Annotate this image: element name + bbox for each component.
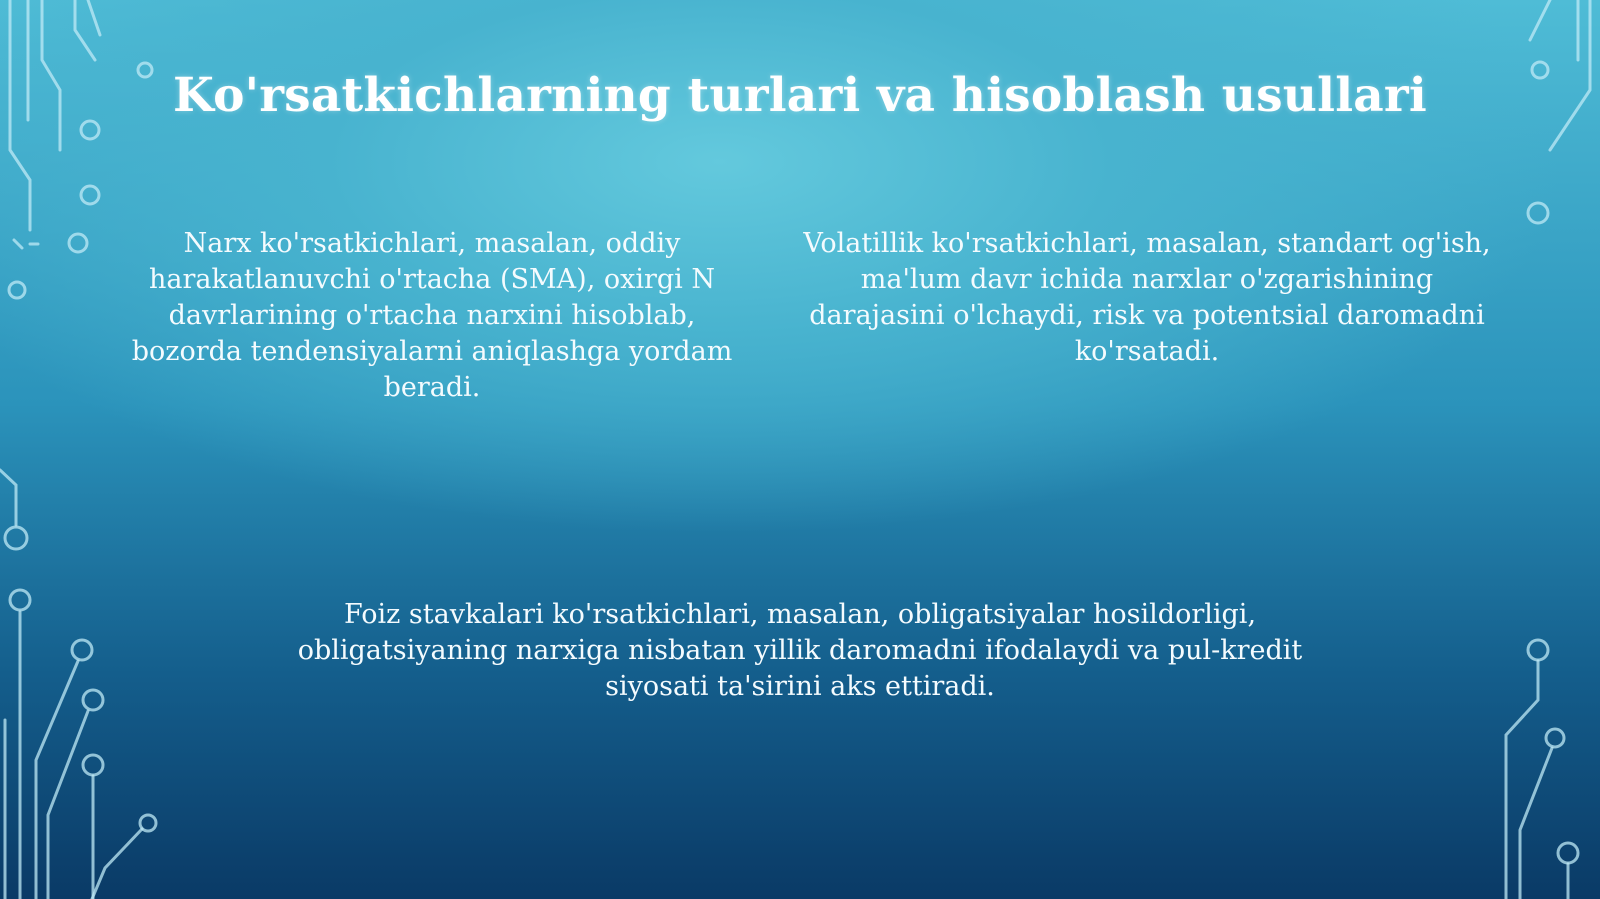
circuit-decoration-right-icon <box>1490 0 1600 899</box>
text-block-volatility-indicators: Volatillik ko'rsatkichlari, masalan, standart og'ish, ma'lum davr ichida narxlar o'zgarishining darajasini o'lchaydi, risk va potentsial daromadni ko'rsatadi. <box>803 228 1491 367</box>
text-block-price-indicators: Narx ko'rsatkichlari, masalan, oddiy harakatlanuvchi o'rtacha (SMA), oxirgi N davrlarining o'rtacha narxini hisoblab, bozorda tendensiyalarni aniqlashga yordam beradi. <box>131 228 733 403</box>
text-block-interest-rate-indicators: Foiz stavkalari ko'rsatkichlari, masalan, obligatsiyalar hosildorligi, obligatsiyaning narxiga nisbatan yillik daromadni ifodalaydi va pul-kredit siyosati ta'sirini aks ettiradi. <box>297 599 1303 702</box>
circuit-decoration-left-icon <box>0 0 170 899</box>
slide-title: Ko'rsatkichlarning turlari va hisoblash usullari <box>173 68 1427 123</box>
